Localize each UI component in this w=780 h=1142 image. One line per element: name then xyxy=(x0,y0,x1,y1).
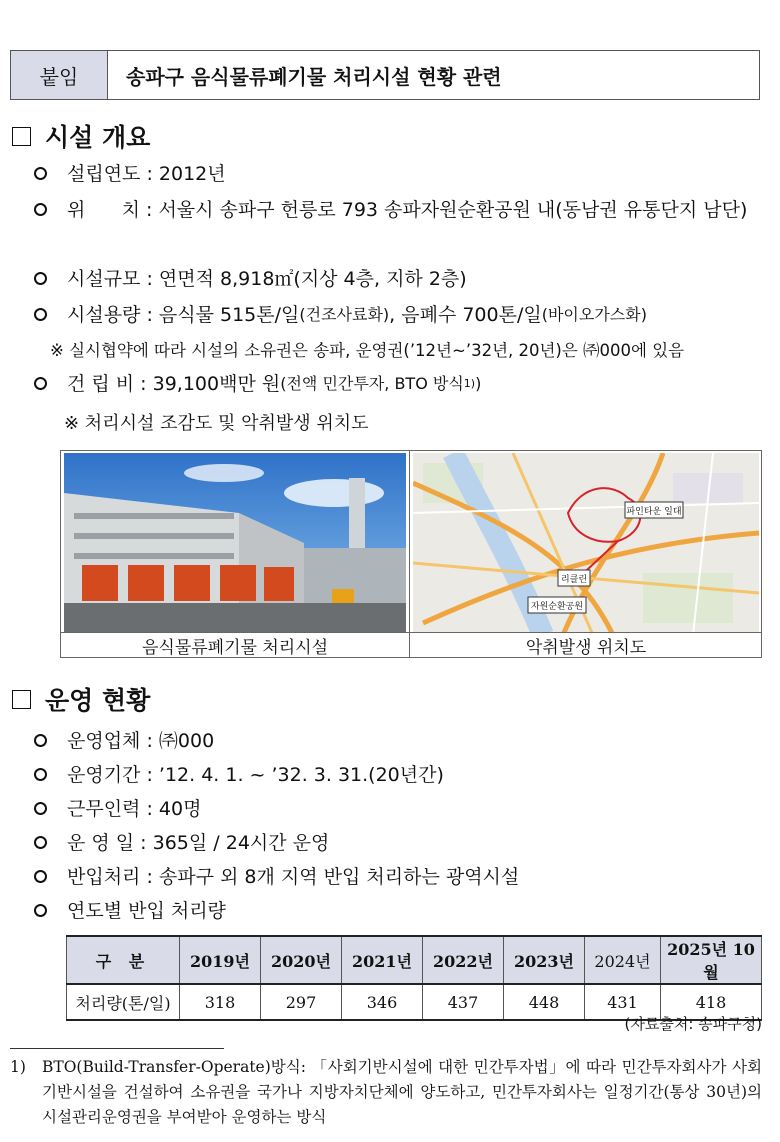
item-construction-cost xyxy=(34,369,764,399)
item-label: 시설용량 : xyxy=(67,304,159,326)
circle-bullet-icon xyxy=(34,308,47,321)
circle-bullet-icon xyxy=(34,377,47,390)
footnote xyxy=(10,1055,762,1130)
item-value: ’12. 4. 1. ~ ’32. 3. 31.(20년간) xyxy=(158,764,444,786)
note-ownership: ※ 실시협약에 따라 시설의 소유권은 송파, 운영권(’12년~’32년, 20년)은 ㈜000에 있음 xyxy=(50,341,685,360)
footnote-text: BTO(Build-Transfer-Operate)방식: 「사회기반시설에 대한 민간투자법」에 따라 민간투자회사가 사회기반시설을 건설하여 소유권을 국가나 지방자치단체에 양도하고, 민간투자회사는 일정기간(통상 30년)의 시설관리운영권을 부여받아 운영하는 방식 xyxy=(42,1058,762,1126)
table-header-cell: 2025년 10월 xyxy=(661,936,762,984)
item-operating-days xyxy=(34,828,764,858)
item-operator xyxy=(34,726,764,756)
item-label: 반입처리 : xyxy=(67,866,159,888)
table-header-cell: 2021년 xyxy=(342,936,423,984)
item-label: 근무인력 : xyxy=(67,798,159,820)
item-facility-scale xyxy=(34,264,764,294)
document-title: 송파구 음식물류폐기물 처리시설 현황 관련 xyxy=(126,64,502,89)
table-cell: 418 xyxy=(661,984,762,1020)
table-header-cell: 2020년 xyxy=(261,936,342,984)
table-header-cell: 2019년 xyxy=(180,936,261,984)
item-value: ㈜000 xyxy=(158,730,215,752)
item-location xyxy=(34,195,764,227)
item-label: 시설규모 : xyxy=(67,268,159,290)
map-label-recycle-park: 자원순환공원 xyxy=(530,602,584,612)
item-label: 운영기간 : xyxy=(67,764,159,786)
item-value: 39,100백만 원 xyxy=(152,373,281,395)
circle-bullet-icon xyxy=(34,734,47,747)
item-operation-period xyxy=(34,760,764,790)
circle-bullet-icon xyxy=(34,203,47,216)
photo-cell-map xyxy=(409,451,762,657)
table-header-row xyxy=(67,936,762,984)
photo-panel xyxy=(60,450,762,658)
map-label-reclean: 리클린 xyxy=(560,575,588,585)
item-value-detail-end: ) xyxy=(475,374,482,393)
document-header xyxy=(10,50,760,100)
note-diagram: ※ 처리시설 조감도 및 악취발생 위치도 xyxy=(64,413,369,434)
photo-caption: 악취발생 위치도 xyxy=(410,632,762,657)
item-label: 설립연도 : xyxy=(67,163,159,185)
item-label: 운영업체 : xyxy=(67,730,159,752)
item-value-detail: (전액 민간투자, BTO 방식 xyxy=(280,374,464,393)
item-value: 365일 / 24시간 운영 xyxy=(152,832,330,854)
map-label-pinetown: 파인타운 일대 xyxy=(626,507,682,517)
section-title: 시설 개요 xyxy=(45,123,151,152)
item-established-year xyxy=(34,159,764,189)
data-source: (자료출처: 송파구청) xyxy=(624,1015,762,1033)
facility-photo xyxy=(64,453,406,632)
circle-bullet-icon xyxy=(34,836,47,849)
table-cell: 297 xyxy=(261,984,342,1020)
section-operation-status xyxy=(12,681,150,717)
capacity-food-method: (건조사료화) xyxy=(299,305,390,324)
table-cell: 318 xyxy=(180,984,261,1020)
section-title: 운영 현황 xyxy=(45,686,151,715)
footnote-divider xyxy=(10,1048,224,1049)
item-label: 운 영 일 : xyxy=(67,832,153,854)
table-header-cell: 2024년 xyxy=(585,936,661,984)
capacity-food: 음식물 515톤/일 xyxy=(158,304,300,326)
item-label: 건 립 비 : xyxy=(67,373,153,395)
table-cell: 448 xyxy=(504,984,585,1020)
section-facility-overview xyxy=(12,118,150,154)
square-bullet-icon xyxy=(12,127,31,146)
item-value: 연면적 8,918㎡(지상 4층, 지하 2층) xyxy=(158,268,467,290)
capacity-wastewater: , 음폐수 700톤/일 xyxy=(389,304,542,326)
facility-building-image xyxy=(64,453,406,632)
item-value: 40명 xyxy=(158,798,202,820)
capacity-wastewater-method: (바이오가스화) xyxy=(541,305,647,324)
item-value: 2012년 xyxy=(158,163,226,185)
table-cell: 431 xyxy=(585,984,661,1020)
item-intake xyxy=(34,862,764,892)
circle-bullet-icon xyxy=(34,167,47,180)
table-cell: 437 xyxy=(423,984,504,1020)
table-header-cell: 구 분 xyxy=(67,936,180,984)
item-facility-capacity xyxy=(34,300,764,330)
circle-bullet-icon xyxy=(34,768,47,781)
table-header-cell: 2022년 xyxy=(423,936,504,984)
item-yearly-intake xyxy=(34,896,764,926)
circle-bullet-icon xyxy=(34,870,47,883)
table-row-label: 처리량(톤/일) xyxy=(67,984,180,1020)
table-cell: 346 xyxy=(342,984,423,1020)
attachment-label: 붙임 xyxy=(11,51,108,99)
photo-cell-facility xyxy=(61,451,409,657)
yearly-intake-table xyxy=(66,935,762,1021)
photo-caption: 음식물류폐기물 처리시설 xyxy=(61,632,409,657)
item-value: 송파구 외 8개 지역 반입 처리하는 광역시설 xyxy=(158,866,520,888)
map-image xyxy=(413,453,759,632)
footnote-ref: 1) xyxy=(463,377,476,390)
square-bullet-icon xyxy=(12,690,31,709)
circle-bullet-icon xyxy=(34,272,47,285)
item-label: 위 치 : xyxy=(67,199,159,221)
odor-location-map xyxy=(413,453,759,632)
circle-bullet-icon xyxy=(34,904,47,917)
item-workforce xyxy=(34,794,764,824)
circle-bullet-icon xyxy=(34,802,47,815)
footnote-number: 1) xyxy=(10,1058,26,1076)
table-header-cell: 2023년 xyxy=(504,936,585,984)
item-value: 연도별 반입 처리량 xyxy=(67,900,226,922)
item-value: 서울시 송파구 헌릉로 793 송파자원순환공원 내(동남권 유통단지 남단) xyxy=(158,199,748,221)
